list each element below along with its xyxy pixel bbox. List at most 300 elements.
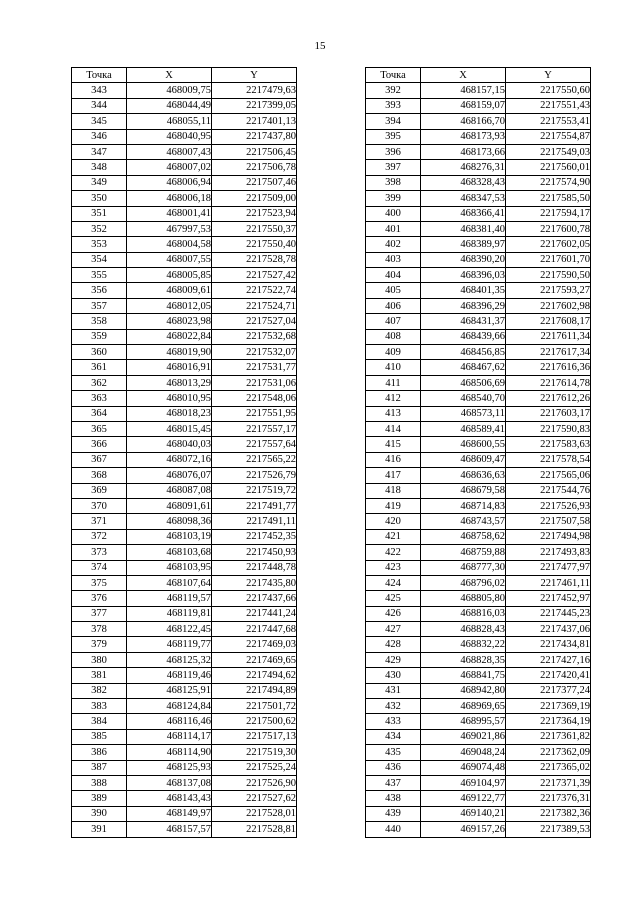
cell-point: 403 [366, 252, 421, 267]
cell-point: 407 [366, 314, 421, 329]
cell-y: 2217371,39 [506, 775, 591, 790]
table-row [366, 760, 591, 775]
table-row [366, 606, 591, 621]
cell-point: 417 [366, 468, 421, 483]
cell-point: 344 [72, 98, 127, 113]
cell-point: 396 [366, 144, 421, 159]
cell-y: 2217500,62 [212, 714, 297, 729]
table-row [366, 452, 591, 467]
cell-y: 2217525,24 [212, 760, 297, 775]
cell-x: 468390,20 [421, 252, 506, 267]
cell-point: 398 [366, 175, 421, 190]
cell-x: 468107,64 [127, 575, 212, 590]
cell-point: 360 [72, 345, 127, 360]
cell-y: 2217362,09 [506, 745, 591, 760]
cell-x: 469140,21 [421, 806, 506, 821]
table-row [366, 545, 591, 560]
cell-point: 348 [72, 160, 127, 175]
cell-y: 2217608,17 [506, 314, 591, 329]
cell-y: 2217448,78 [212, 560, 297, 575]
cell-point: 399 [366, 191, 421, 206]
cell-y: 2217365,02 [506, 760, 591, 775]
table-row [366, 237, 591, 252]
table-row [72, 329, 297, 344]
cell-y: 2217461,11 [506, 575, 591, 590]
table-row [366, 637, 591, 652]
cell-y: 2217565,22 [212, 452, 297, 467]
table-row [366, 175, 591, 190]
cell-x: 468573,11 [421, 406, 506, 421]
cell-y: 2217602,98 [506, 298, 591, 313]
cell-point: 368 [72, 468, 127, 483]
table-row [366, 98, 591, 113]
cell-point: 353 [72, 237, 127, 252]
table-row [366, 514, 591, 529]
table-row [72, 775, 297, 790]
header-x: X [421, 68, 506, 83]
cell-y: 2217528,81 [212, 822, 297, 837]
cell-y: 2217578,54 [506, 452, 591, 467]
cell-x: 468159,07 [421, 98, 506, 113]
cell-y: 2217549,03 [506, 144, 591, 159]
table-row [72, 437, 297, 452]
cell-point: 377 [72, 606, 127, 621]
cell-point: 395 [366, 129, 421, 144]
cell-point: 380 [72, 652, 127, 667]
table-row [366, 252, 591, 267]
table-row [366, 699, 591, 714]
cell-y: 2217401,13 [212, 114, 297, 129]
cell-y: 2217600,78 [506, 221, 591, 236]
cell-y: 2217519,30 [212, 745, 297, 760]
table-row [72, 714, 297, 729]
cell-x: 468124,84 [127, 699, 212, 714]
table-row [72, 345, 297, 360]
cell-x: 468173,66 [421, 144, 506, 159]
cell-point: 375 [72, 575, 127, 590]
cell-point: 389 [72, 791, 127, 806]
cell-point: 357 [72, 298, 127, 313]
cell-point: 434 [366, 729, 421, 744]
cell-point: 437 [366, 775, 421, 790]
cell-x: 468055,11 [127, 114, 212, 129]
cell-x: 469104,97 [421, 775, 506, 790]
cell-x: 469074,48 [421, 760, 506, 775]
cell-y: 2217509,00 [212, 191, 297, 206]
table-row [366, 498, 591, 513]
cell-y: 2217369,19 [506, 699, 591, 714]
cell-point: 433 [366, 714, 421, 729]
cell-point: 347 [72, 144, 127, 159]
table-body-left [72, 83, 297, 837]
cell-y: 2217501,72 [212, 699, 297, 714]
cell-point: 422 [366, 545, 421, 560]
table-row [366, 560, 591, 575]
cell-point: 356 [72, 283, 127, 298]
table-row [366, 806, 591, 821]
table-row [72, 191, 297, 206]
cell-x: 468007,43 [127, 144, 212, 159]
coordinates-table-left [71, 67, 297, 838]
cell-x: 468015,45 [127, 421, 212, 436]
table-row [72, 252, 297, 267]
cell-x: 468805,80 [421, 591, 506, 606]
cell-x: 468001,41 [127, 206, 212, 221]
cell-x: 468013,29 [127, 375, 212, 390]
cell-point: 381 [72, 668, 127, 683]
table-row [72, 114, 297, 129]
cell-x: 468816,03 [421, 606, 506, 621]
cell-y: 2217435,80 [212, 575, 297, 590]
cell-x: 468143,43 [127, 791, 212, 806]
cell-point: 411 [366, 375, 421, 390]
cell-point: 438 [366, 791, 421, 806]
cell-x: 468016,91 [127, 360, 212, 375]
table-row [72, 683, 297, 698]
cell-y: 2217548,06 [212, 391, 297, 406]
cell-point: 343 [72, 83, 127, 98]
cell-y: 2217528,01 [212, 806, 297, 821]
cell-point: 366 [72, 437, 127, 452]
cell-point: 415 [366, 437, 421, 452]
cell-point: 350 [72, 191, 127, 206]
cell-y: 2217437,66 [212, 591, 297, 606]
cell-point: 359 [72, 329, 127, 344]
cell-point: 362 [72, 375, 127, 390]
table-row [366, 144, 591, 159]
table-row [366, 668, 591, 683]
table-row [72, 375, 297, 390]
cell-y: 2217494,62 [212, 668, 297, 683]
table-row [366, 314, 591, 329]
cell-x: 468103,68 [127, 545, 212, 560]
table-row [72, 668, 297, 683]
table-body-right [366, 83, 591, 837]
cell-x: 468119,46 [127, 668, 212, 683]
table-row [72, 529, 297, 544]
cell-x: 468540,70 [421, 391, 506, 406]
cell-point: 416 [366, 452, 421, 467]
header-x: X [127, 68, 212, 83]
table-row [72, 760, 297, 775]
cell-x: 468969,65 [421, 699, 506, 714]
cell-y: 2217532,68 [212, 329, 297, 344]
cell-x: 468076,07 [127, 468, 212, 483]
cell-y: 2217544,76 [506, 483, 591, 498]
cell-y: 2217603,17 [506, 406, 591, 421]
cell-point: 391 [72, 822, 127, 837]
cell-point: 369 [72, 483, 127, 498]
table-row [366, 406, 591, 421]
cell-y: 2217506,45 [212, 144, 297, 159]
cell-x: 468173,93 [421, 129, 506, 144]
cell-x: 468125,32 [127, 652, 212, 667]
cell-x: 468600,55 [421, 437, 506, 452]
cell-x: 468328,43 [421, 175, 506, 190]
cell-y: 2217382,36 [506, 806, 591, 821]
cell-x: 468119,77 [127, 637, 212, 652]
cell-x: 468103,19 [127, 529, 212, 544]
cell-y: 2217611,34 [506, 329, 591, 344]
cell-x: 468019,90 [127, 345, 212, 360]
cell-y: 2217364,19 [506, 714, 591, 729]
table-row [72, 129, 297, 144]
table-row [366, 468, 591, 483]
table-row [72, 391, 297, 406]
cell-point: 412 [366, 391, 421, 406]
table-row [366, 206, 591, 221]
cell-x: 468098,36 [127, 514, 212, 529]
cell-x: 468119,57 [127, 591, 212, 606]
cell-x: 468456,85 [421, 345, 506, 360]
cell-y: 2217452,97 [506, 591, 591, 606]
cell-x: 468389,97 [421, 237, 506, 252]
cell-y: 2217469,03 [212, 637, 297, 652]
cell-x: 468091,61 [127, 498, 212, 513]
cell-y: 2217553,41 [506, 114, 591, 129]
table-row [72, 637, 297, 652]
cell-point: 379 [72, 637, 127, 652]
cell-y: 2217479,63 [212, 83, 297, 98]
table-row [72, 606, 297, 621]
table-row [366, 298, 591, 313]
cell-x: 468589,41 [421, 421, 506, 436]
cell-y: 2217452,35 [212, 529, 297, 544]
cell-y: 2217526,79 [212, 468, 297, 483]
cell-point: 374 [72, 560, 127, 575]
cell-x: 468743,57 [421, 514, 506, 529]
table-row [72, 237, 297, 252]
cell-x: 468012,05 [127, 298, 212, 313]
table-row [366, 745, 591, 760]
cell-y: 2217522,74 [212, 283, 297, 298]
cell-point: 370 [72, 498, 127, 513]
cell-x: 468004,58 [127, 237, 212, 252]
cell-y: 2217447,68 [212, 622, 297, 637]
cell-y: 2217524,71 [212, 298, 297, 313]
table-row [366, 529, 591, 544]
cell-x: 468009,61 [127, 283, 212, 298]
cell-x: 468401,35 [421, 283, 506, 298]
cell-point: 351 [72, 206, 127, 221]
cell-y: 2217532,07 [212, 345, 297, 360]
cell-y: 2217526,93 [506, 498, 591, 513]
table-row [366, 268, 591, 283]
table-row [366, 729, 591, 744]
table-row [366, 437, 591, 452]
table-row [366, 622, 591, 637]
cell-point: 421 [366, 529, 421, 544]
cell-x: 468841,75 [421, 668, 506, 683]
cell-x: 468119,81 [127, 606, 212, 621]
cell-y: 2217593,27 [506, 283, 591, 298]
header-y: Y [506, 68, 591, 83]
table-row [72, 452, 297, 467]
cell-x: 468439,66 [421, 329, 506, 344]
table-header-row [366, 68, 591, 83]
table-row [72, 575, 297, 590]
cell-x: 467997,53 [127, 221, 212, 236]
cell-y: 2217528,78 [212, 252, 297, 267]
cell-point: 365 [72, 421, 127, 436]
table-row [366, 652, 591, 667]
cell-x: 468759,88 [421, 545, 506, 560]
cell-point: 372 [72, 529, 127, 544]
table-row [366, 83, 591, 98]
table-row [72, 822, 297, 837]
cell-y: 2217574,90 [506, 175, 591, 190]
cell-y: 2217527,42 [212, 268, 297, 283]
cell-x: 468396,29 [421, 298, 506, 313]
cell-y: 2217554,87 [506, 129, 591, 144]
cell-x: 468044,49 [127, 98, 212, 113]
cell-x: 468832,22 [421, 637, 506, 652]
cell-x: 468828,35 [421, 652, 506, 667]
cell-x: 468010,95 [127, 391, 212, 406]
cell-point: 383 [72, 699, 127, 714]
cell-x: 469122,77 [421, 791, 506, 806]
cell-x: 468116,46 [127, 714, 212, 729]
cell-point: 393 [366, 98, 421, 113]
table-row [72, 421, 297, 436]
table-row [72, 144, 297, 159]
cell-x: 468714,83 [421, 498, 506, 513]
cell-point: 410 [366, 360, 421, 375]
cell-y: 2217601,70 [506, 252, 591, 267]
cell-point: 429 [366, 652, 421, 667]
table-row [72, 560, 297, 575]
cell-point: 413 [366, 406, 421, 421]
cell-point: 364 [72, 406, 127, 421]
cell-y: 2217507,46 [212, 175, 297, 190]
cell-point: 363 [72, 391, 127, 406]
cell-y: 2217494,89 [212, 683, 297, 698]
cell-x: 468609,47 [421, 452, 506, 467]
cell-y: 2217494,98 [506, 529, 591, 544]
cell-x: 468125,91 [127, 683, 212, 698]
cell-x: 468636,63 [421, 468, 506, 483]
cell-x: 468995,57 [421, 714, 506, 729]
cell-y: 2217519,72 [212, 483, 297, 498]
cell-point: 367 [72, 452, 127, 467]
cell-x: 468125,93 [127, 760, 212, 775]
cell-x: 469157,26 [421, 822, 506, 837]
table-row [72, 298, 297, 313]
cell-x: 468467,62 [421, 360, 506, 375]
cell-x: 468040,03 [127, 437, 212, 452]
cell-y: 2217585,50 [506, 191, 591, 206]
cell-point: 432 [366, 699, 421, 714]
cell-x: 468072,16 [127, 452, 212, 467]
table-row [72, 729, 297, 744]
table-row [72, 206, 297, 221]
table-row [72, 283, 297, 298]
table-row [366, 575, 591, 590]
cell-y: 2217557,64 [212, 437, 297, 452]
cell-x: 469021,86 [421, 729, 506, 744]
cell-x: 468009,75 [127, 83, 212, 98]
table-row [366, 791, 591, 806]
header-point: Точка [72, 68, 127, 83]
table-row [366, 129, 591, 144]
table-row [72, 175, 297, 190]
cell-y: 2217550,60 [506, 83, 591, 98]
cell-y: 2217506,78 [212, 160, 297, 175]
cell-y: 2217531,06 [212, 375, 297, 390]
cell-x: 468087,08 [127, 483, 212, 498]
cell-point: 435 [366, 745, 421, 760]
cell-point: 397 [366, 160, 421, 175]
cell-point: 427 [366, 622, 421, 637]
header-point: Точка [366, 68, 421, 83]
cell-y: 2217517,13 [212, 729, 297, 744]
cell-y: 2217550,40 [212, 237, 297, 252]
cell-y: 2217602,05 [506, 237, 591, 252]
cell-point: 386 [72, 745, 127, 760]
cell-point: 426 [366, 606, 421, 621]
cell-x: 468679,58 [421, 483, 506, 498]
table-row [366, 822, 591, 837]
table-row [72, 745, 297, 760]
cell-y: 2217477,97 [506, 560, 591, 575]
cell-y: 2217427,16 [506, 652, 591, 667]
header-y: Y [212, 68, 297, 83]
cell-y: 2217445,23 [506, 606, 591, 621]
cell-y: 2217527,04 [212, 314, 297, 329]
cell-point: 400 [366, 206, 421, 221]
table-row [72, 806, 297, 821]
cell-point: 376 [72, 591, 127, 606]
cell-point: 385 [72, 729, 127, 744]
page-number: 15 [314, 40, 326, 52]
table-row [366, 483, 591, 498]
cell-x: 468157,57 [127, 822, 212, 837]
table-row [366, 160, 591, 175]
cell-point: 354 [72, 252, 127, 267]
table-row [72, 83, 297, 98]
cell-point: 404 [366, 268, 421, 283]
cell-x: 468149,97 [127, 806, 212, 821]
cell-y: 2217557,17 [212, 421, 297, 436]
cell-x: 468506,69 [421, 375, 506, 390]
table-row [366, 114, 591, 129]
cell-y: 2217507,58 [506, 514, 591, 529]
cell-x: 468777,30 [421, 560, 506, 575]
cell-y: 2217493,83 [506, 545, 591, 560]
cell-point: 405 [366, 283, 421, 298]
cell-point: 439 [366, 806, 421, 821]
cell-x: 468942,80 [421, 683, 506, 698]
cell-x: 468022,84 [127, 329, 212, 344]
coordinates-table-right [365, 67, 591, 838]
cell-point: 384 [72, 714, 127, 729]
cell-point: 409 [366, 345, 421, 360]
cell-x: 468366,41 [421, 206, 506, 221]
cell-x: 468103,95 [127, 560, 212, 575]
cell-y: 2217590,50 [506, 268, 591, 283]
cell-x: 468157,15 [421, 83, 506, 98]
cell-point: 402 [366, 237, 421, 252]
cell-point: 373 [72, 545, 127, 560]
cell-point: 355 [72, 268, 127, 283]
cell-y: 2217551,95 [212, 406, 297, 421]
cell-y: 2217437,80 [212, 129, 297, 144]
cell-x: 468276,31 [421, 160, 506, 175]
cell-y: 2217526,90 [212, 775, 297, 790]
cell-x: 469048,24 [421, 745, 506, 760]
cell-y: 2217491,11 [212, 514, 297, 529]
cell-point: 418 [366, 483, 421, 498]
